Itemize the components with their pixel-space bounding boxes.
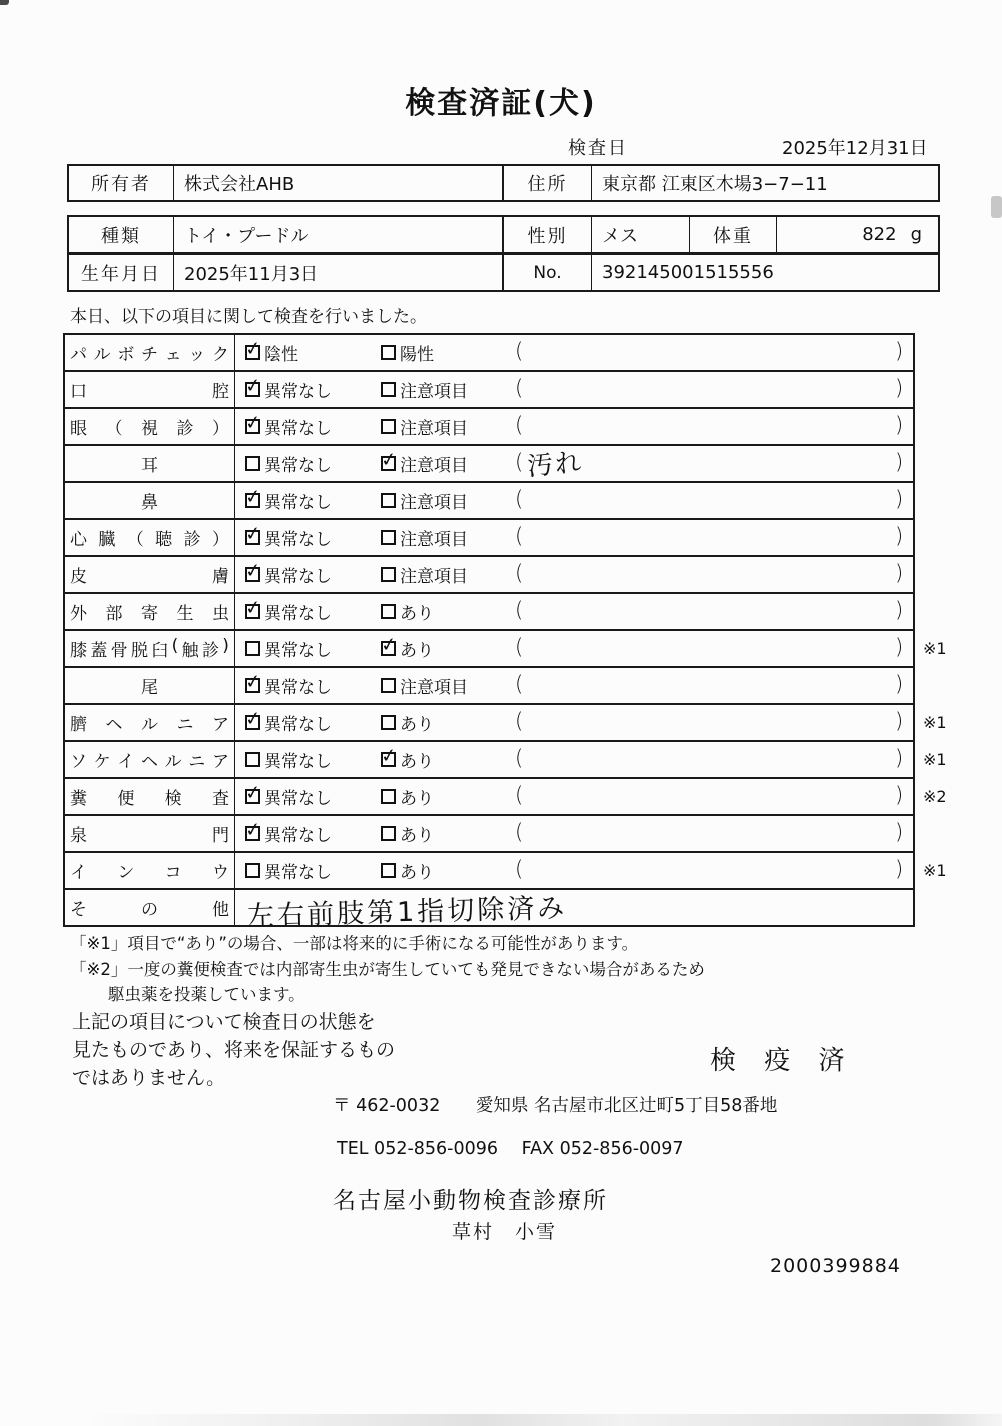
checkbox-option-2 [381,382,396,397]
paren-open: ( [515,487,524,511]
footnote-mark: ※1 [923,861,947,880]
exam-option-1-text: 異常なし [264,456,332,476]
disclaimer-line-1: 上記の項目について検査日の状態を [72,1011,376,1033]
paren-close: ) [895,635,904,659]
exam-item-label-cell [65,335,235,370]
breed-label: 種類 [69,217,174,252]
exam-option-1 [245,705,332,740]
exam-item-label: 臍 ヘ ル ニ ア [70,715,229,735]
exam-item-label-cell [65,557,235,592]
exam-option-1-text: 異常なし [264,641,332,661]
footnote-2: 「※2」一度の糞便検査では内部寄生虫が寄生していても発見できない場合があるため [70,960,705,979]
paren-close: ) [895,598,904,622]
paren-open: ( [515,376,524,400]
clinic-tel: TEL 052-856-0096 [337,1139,499,1159]
exam-item-label: 耳 [141,456,158,476]
checkbox-option-1 [243,336,263,362]
pet-info-table [67,215,940,254]
exam-row [65,594,913,631]
exam-row [65,816,913,853]
exam-item-label-cell [65,372,235,407]
exam-option-2 [381,520,468,555]
exam-row [65,742,947,779]
exam-option-1 [245,372,332,407]
paren-close: ) [895,339,904,363]
exam-option-1 [245,816,332,851]
exam-option-1-text: 異常なし [264,715,332,735]
check-mark-icon: ✓ [243,817,263,843]
exam-item-label-cell [65,446,235,481]
footnote-mark: ※1 [923,750,947,769]
paren-open: ( [515,413,524,437]
exam-item-label: パ ル ボ チ ェ ッ ク [70,345,229,365]
exam-row [65,483,913,520]
exam-option-1-text: 異常なし [264,863,332,883]
exam-option-1 [245,335,298,370]
clinic-address-line [333,1092,777,1117]
paren-open: ( [515,672,524,696]
exam-item-label-cell [65,668,235,703]
inspection-date-label: 検査日 [568,138,628,159]
checkbox-option-2 [381,493,396,508]
checkbox-option-1 [243,669,263,695]
exam-option-2 [381,372,468,407]
check-mark-icon: ✓ [243,521,263,547]
paren-close: ) [895,783,904,807]
exam-option-2 [381,853,434,888]
check-mark-icon: ✓ [243,410,263,436]
check-mark-icon: ✓ [243,336,263,362]
exam-option-1 [245,631,332,666]
exam-option-1-text: 異常なし [264,789,332,809]
paren-close: ) [895,450,904,474]
birth-no-table [67,253,940,292]
exam-option-2-text: あり [400,715,434,735]
check-mark-icon: ✓ [243,669,263,695]
footnote-mark: ※1 [923,639,947,658]
number-value: 392145001515556 [602,262,774,283]
breed-value: トイ・プードル [174,217,504,252]
paren-open: ( [515,783,524,807]
exam-item-label: 外 部 寄 生 虫 [70,604,229,624]
exam-option-2 [381,816,434,851]
exam-option-1 [245,668,332,703]
exam-item-label: 皮 膚 [70,567,229,587]
exam-option-1-text: 異常なし [264,493,332,513]
scan-artifact [0,1414,1002,1426]
exam-option-1-text: 異常なし [264,530,332,550]
exam-option-2-text: あり [400,863,434,883]
exam-item-label: 口 腔 [70,382,229,402]
exam-item-label: 心 臓 （ 聴 診 ） [70,530,229,550]
exam-item-label: 尾 [141,678,158,698]
weight-unit: g [910,224,922,245]
paren-open: ( [515,524,524,548]
paren-open: ( [515,450,524,474]
paren-close: ) [895,857,904,881]
exam-option-2-text: 注意項目 [400,456,468,476]
exam-option-1 [245,594,332,629]
exam-row [65,668,913,705]
inspection-date-value: 2025年12月31日 [782,138,928,159]
exam-option-1 [245,742,332,777]
disclaimer-text [72,1008,395,1092]
exam-option-2-text: 注意項目 [400,382,468,402]
checkbox-option-1 [245,456,260,471]
paren-open: ( [515,820,524,844]
paren-open: ( [515,635,524,659]
check-mark-icon: ✓ [379,743,399,769]
checkbox-option-2 [381,678,396,693]
exam-option-2-text: あり [400,604,434,624]
checkbox-option-1 [243,595,263,621]
clinic-fax: FAX 052-856-0097 [521,1139,684,1159]
sex-value: メス [592,217,690,252]
check-mark-icon: ✓ [243,706,263,732]
sex-label: 性別 [504,217,592,252]
checkbox-option-2 [381,863,396,878]
exam-option-1-text: 異常なし [264,826,332,846]
checkbox-option-2 [381,530,396,545]
paren-close: ) [895,487,904,511]
checkbox-option-2 [379,743,399,769]
scan-artifact [0,0,9,5]
paren-close: ) [895,709,904,733]
weight-value-cell [777,217,938,252]
paren-close: ) [895,672,904,696]
handwritten-remark: 左右前肢第1指切除済み [246,892,568,933]
exam-row [65,779,947,816]
checkbox-option-1 [245,641,260,656]
disclaimer-line-3: ではありません。 [72,1067,226,1089]
exam-option-2 [381,557,468,592]
clinic-address: 愛知県 名古屋市北区辻町5丁目58番地 [475,1096,778,1116]
exam-option-2-text: あり [400,641,434,661]
exam-row [65,631,947,668]
exam-option-2-text: あり [400,789,434,809]
checkbox-option-1 [245,863,260,878]
checkbox-option-2 [381,345,396,360]
exam-item-label-cell [65,705,235,740]
checkbox-option-1 [243,484,263,510]
exam-option-1-text: 陰性 [264,345,298,365]
paren-open: ( [515,339,524,363]
exam-item-label: 眼 （ 視 診 ） [70,419,229,439]
checkbox-option-1 [243,706,263,732]
exam-option-1 [245,409,332,444]
check-mark-icon: ✓ [243,484,263,510]
exam-option-2-text: 注意項目 [400,678,468,698]
checkbox-option-2 [381,715,396,730]
exam-item-label-cell [65,409,235,444]
exam-item-label-cell [65,779,235,814]
checkbox-option-1 [245,752,260,767]
exam-option-2 [381,446,468,481]
exam-item-label-cell [65,483,235,518]
exam-item-label-cell [65,853,235,888]
exam-item-label: 鼻 [141,493,158,513]
paren-open: ( [515,598,524,622]
exam-row [65,372,913,409]
checkbox-option-2 [379,447,399,473]
exam-option-1-text: 異常なし [264,382,332,402]
paren-close: ) [895,376,904,400]
birthdate-label: 生年月日 [69,255,174,290]
exam-option-2 [381,335,434,370]
exam-item-label: イ ン コ ウ [70,863,229,883]
exam-row [65,335,913,372]
postal-mark: 〒 [333,1096,351,1116]
exam-row [65,853,947,890]
paren-close: ) [895,820,904,844]
exam-row [65,409,913,446]
owner-label: 所有者 [69,166,174,200]
exam-option-1 [245,853,332,888]
exam-item-label: 糞 便 検 査 [70,789,229,809]
checkbox-option-1 [243,373,263,399]
exam-option-2 [381,705,434,740]
paren-open: ( [515,746,524,770]
footnote-mark: ※1 [923,713,947,732]
exam-option-1-text: 異常なし [264,419,332,439]
exam-item-label: 膝 蓋 骨 脱 臼 ( 触 診 ) [70,636,229,661]
check-mark-icon: ✓ [243,558,263,584]
paren-close: ) [895,413,904,437]
exam-option-1-text: 異常なし [264,567,332,587]
checkbox-option-1 [243,521,263,547]
weight-label: 体重 [690,217,777,252]
check-mark-icon: ✓ [243,780,263,806]
paren-open: ( [515,857,524,881]
exam-option-2-text: 注意項目 [400,567,468,587]
checkbox-option-1 [243,410,263,436]
exam-table [63,333,947,933]
exam-option-1 [245,557,332,592]
weight-value: 822 [862,224,897,245]
clinic-phone-line [337,1139,684,1159]
exam-option-1-text: 異常なし [264,752,332,772]
exam-option-1 [245,779,332,814]
clinic-name: 名古屋小動物検査診療所 [333,1188,608,1214]
owner-value: 株式会社AHB [174,166,504,200]
quarantine-passed-stamp: 検 疫 済 [710,1046,855,1076]
exam-option-2-text: 注意項目 [400,419,468,439]
exam-item-label-cell [65,631,235,666]
exam-option-2 [381,742,434,777]
check-mark-icon: ✓ [243,595,263,621]
checkbox-option-2 [381,567,396,582]
exam-item-label-cell [65,520,235,555]
serial-number: 2000399884 [770,1255,901,1277]
checkbox-option-2 [381,826,396,841]
page-title: 検査済証(犬) [405,86,597,121]
paren-close: ) [895,561,904,585]
exam-item-label-cell [65,742,235,777]
exam-row [65,446,913,483]
exam-option-2 [381,631,434,666]
paren-open: ( [515,709,524,733]
paren-open: ( [515,561,524,585]
exam-item-label-cell [65,890,235,925]
checkbox-option-2 [381,604,396,619]
footnote-2-continued: 駆虫薬を投薬しています。 [108,985,305,1004]
exam-item-label-cell [65,594,235,629]
checkbox-option-1 [243,817,263,843]
owner-table [67,164,940,202]
exam-item-label: 泉 門 [70,826,229,846]
checkbox-option-2 [379,632,399,658]
exam-option-2-text: あり [400,826,434,846]
check-mark-icon: ✓ [379,632,399,658]
paren-close: ) [895,524,904,548]
number-label: No. [504,255,592,290]
exam-option-2-text: 注意項目 [400,493,468,513]
exam-row [65,890,913,933]
checkbox-option-2 [381,419,396,434]
exam-row [65,557,913,594]
footnote-mark: ※2 [923,787,947,806]
exam-option-1 [245,483,332,518]
exam-option-2 [381,779,434,814]
exam-row [65,520,913,557]
exam-option-2 [381,483,468,518]
exam-option-2-text: あり [400,752,434,772]
disclaimer-line-2: 見たものであり、将来を保証するもの [72,1039,396,1061]
postal-code: 462-0032 [356,1096,441,1116]
scan-artifact [991,196,1002,218]
exam-item-label: そ の 他 [70,900,229,920]
exam-option-1 [245,446,332,481]
exam-option-2 [381,409,468,444]
owner-address-label: 住所 [504,166,592,200]
check-mark-icon: ✓ [379,447,399,473]
birthdate-value: 2025年11月3日 [174,255,504,290]
exam-option-1-text: 異常なし [264,604,332,624]
footnote-1: 「※1」項目で“あり”の場合、一部は将来的に手術になる可能性があります。 [70,934,639,953]
intro-sentence: 本日、以下の項目に関して検査を行いました。 [70,307,427,327]
exam-option-1-text: 異常なし [264,678,332,698]
owner-address-value: 東京都 江東区木場3−7−11 [602,174,828,195]
exam-row [65,705,947,742]
exam-option-2-text: 注意項目 [400,530,468,550]
exam-option-2 [381,668,468,703]
veterinarian-name: 草村 小雪 [452,1221,558,1243]
check-mark-icon: ✓ [243,373,263,399]
exam-item-label-cell [65,816,235,851]
checkbox-option-1 [243,780,263,806]
paren-close: ) [895,746,904,770]
exam-item-label: ソ ケ イ ヘ ル ニ ア [70,752,229,772]
checkbox-option-2 [381,789,396,804]
exam-option-2 [381,594,434,629]
exam-option-1 [245,520,332,555]
handwritten-note: 汚れ [526,447,585,483]
exam-option-2-text: 陽性 [400,345,434,365]
checkbox-option-1 [243,558,263,584]
